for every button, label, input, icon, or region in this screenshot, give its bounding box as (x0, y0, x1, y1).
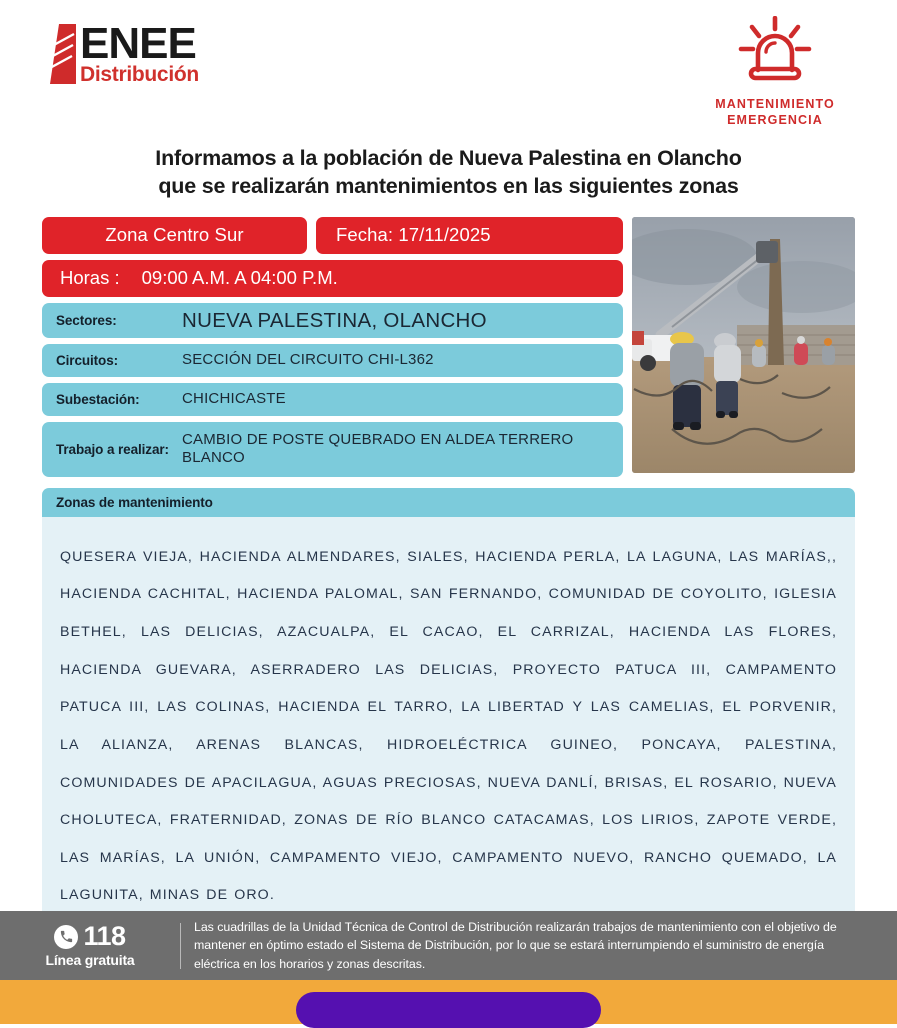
emergency-line-1: MANTENIMIENTO (715, 97, 835, 111)
notice-details (42, 217, 623, 483)
zone-date-row (42, 217, 623, 254)
zone-label: Zona Centro Sur (105, 224, 244, 246)
hours-value: 09:00 A.M. A 04:00 P.M. (141, 267, 338, 289)
phone-icon (54, 925, 78, 949)
bottom-color-bar (0, 980, 897, 1024)
page-title (0, 144, 897, 201)
photo-column (632, 217, 855, 473)
zones-list (42, 517, 855, 939)
zones-header (42, 488, 855, 517)
emergency-label (695, 97, 855, 128)
bottom-accent-purple (296, 992, 601, 1028)
notice-body (0, 217, 897, 939)
substation-row (42, 383, 623, 416)
info-label: Subestación: (56, 391, 140, 407)
info-label: Trabajo a realizar: (56, 441, 169, 457)
logo-subtitle: Distribución (80, 63, 199, 86)
info-label: Sectores: (56, 312, 117, 328)
logo-wordmark: ENEE (80, 19, 196, 68)
info-value: SECCIÓN DEL CIRCUITO CHI-L362 (182, 351, 434, 369)
footer-disclaimer: Las cuadrillas de la Unidad Técnica de Control de Distribución realizarán trabajos de mantenimiento con el objetivo de mantener en óptimo estado el Sistema de Distribución, por lo que se estará interrumpiendo el suministro de energía eléctrica en los horarios y zonas descritas. (194, 919, 837, 971)
photo-illustration (632, 217, 855, 473)
hours-row (42, 260, 623, 297)
enee-logo (50, 19, 199, 86)
hotline-caption: Línea gratuita (45, 952, 135, 968)
hours-badge (42, 260, 623, 297)
zone-badge (42, 217, 307, 254)
zones-header-label: Zonas de mantenimiento (56, 494, 213, 510)
info-value: CAMBIO DE POSTE QUEBRADO EN ALDEA TERRERO BLANCO (182, 430, 574, 467)
page-header (0, 0, 897, 142)
siren-icon (732, 16, 818, 88)
date-label: Fecha: 17/11/2025 (336, 224, 491, 246)
emergency-line-2: EMERGENCIA (727, 112, 823, 127)
circuits-row (42, 344, 623, 377)
footer-divider (180, 923, 181, 969)
enee-tower-icon (50, 24, 76, 84)
emergency-badge (695, 16, 855, 128)
info-value: CHICHICASTE (182, 390, 286, 408)
hours-label: Horas : (60, 267, 120, 289)
zones-text: QUESERA VIEJA, HACIENDA ALMENDARES, SIALES, HACIENDA PERLA, LA LAGUNA, LAS MARÍAS,, HACIENDA CACHITAL, HACIENDA PALOMAL, SAN FERNANDO, COMUNIDAD DE COYOLITO, IGLESIA BETHEL, LAS DELICIAS, AZACUALPA, EL CACAO, EL CARRIZAL, HACIENDA LAS FLORES, HACIENDA GUEVARA, ASERRADERO LAS DELICIAS, PROYECTO PATUCA III, CAMPAMENTO PATUCA III, LAS COLINAS, HACIENDA EL TARRO, LA LIBERTAD Y LAS CAMELIAS, EL PORVENIR, LA ALIANZA, ARENAS BLANCAS, HIDROELÉCTRICA GUINEO, PONCAYA, PALESTINA, COMUNIDADES DE APACILAGUA, AGUAS PRECIOSAS, NUEVA DANLÍ, BRISAS, EL ROSARIO, NUEVA CHOLUTECA, FRATERNIDAD, ZONAS DE RÍO BLANCO CATACAMAS, LOS LIRIOS, ZAPOTE VERDE, LAS MARÍAS, LA UNIÓN, CAMPAMENTO VIEJO, CAMPAMENTO NUEVO, RANCHO QUEMADO, LA LAGUNITA, MINAS DE ORO. (60, 548, 837, 904)
page-footer (0, 911, 897, 980)
work-row (42, 422, 623, 477)
field-work-photo (632, 217, 855, 473)
headline-line-2: que se realizarán mantenimientos en las siguientes zonas (158, 174, 739, 199)
headline-line-1: Informamos a la población de Nueva Palestina en Olancho (155, 146, 742, 170)
hotline-block (0, 923, 180, 968)
info-row-trabajo (42, 422, 623, 477)
hotline-number: 118 (83, 921, 126, 951)
date-badge (316, 217, 623, 254)
info-row-circuitos (42, 344, 623, 377)
info-row-sectores (42, 303, 623, 338)
info-label: Circuitos: (56, 352, 119, 368)
sectors-row (42, 303, 623, 338)
info-value: NUEVA PALESTINA, OLANCHO (182, 308, 487, 332)
info-row-subestacion (42, 383, 623, 416)
